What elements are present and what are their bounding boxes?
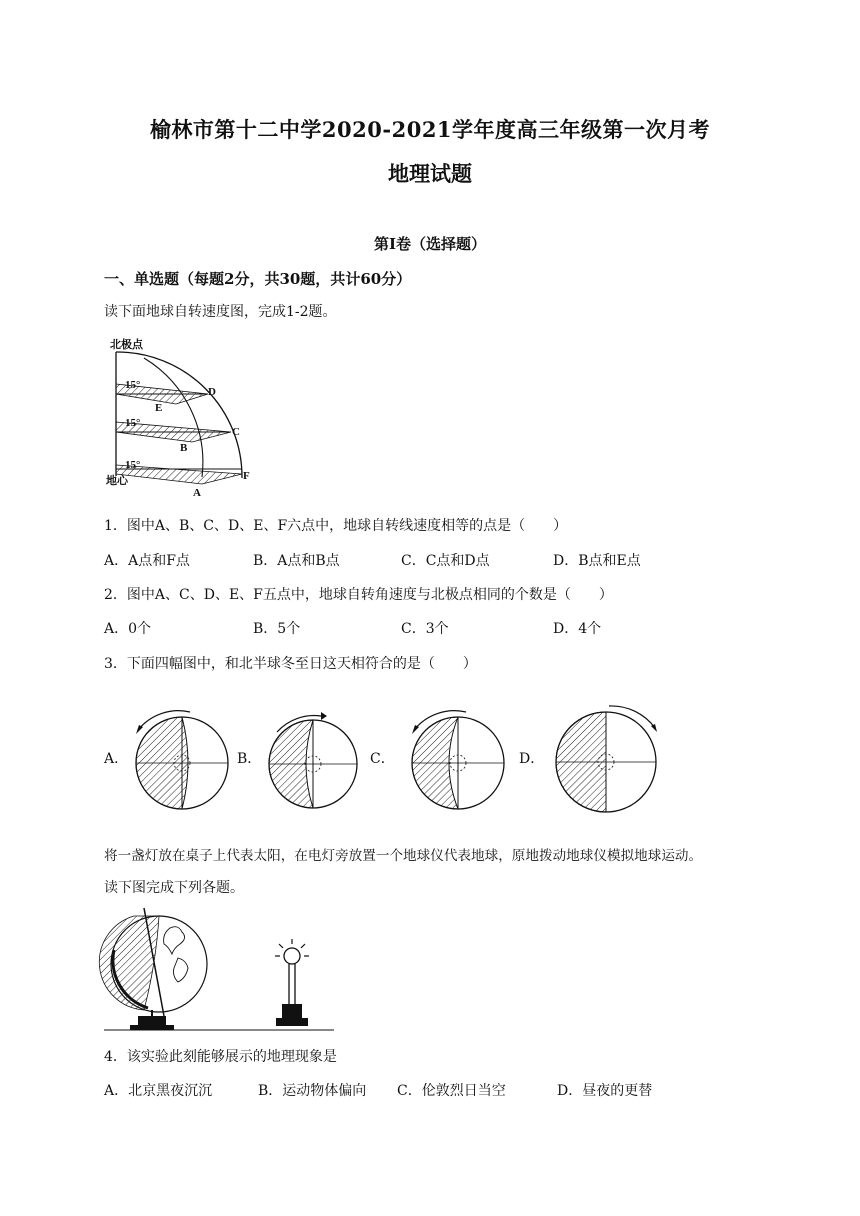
- q4-option-a: A．北京黑夜沉沉: [104, 1083, 213, 1099]
- intro-text-1: 读下面地球自转速度图，完成1-2题。: [104, 304, 337, 320]
- label-point-a: A: [193, 487, 201, 499]
- question-2-stem: 2．图中A、C、D、E、F五点中，地球自转角速度与北极点相同的个数是（ ）: [104, 587, 613, 603]
- exam-subtitle: 地理试题: [388, 161, 472, 186]
- label-point-c: C: [232, 426, 240, 438]
- question-4-stem: 4．该实验此刻能够展示的地理现象是: [104, 1049, 337, 1065]
- q3-option-c-label: C．: [370, 751, 395, 767]
- question-3-stem: 3．下面四幅图中，和北半球冬至日这天相符合的是（ ）: [104, 656, 477, 672]
- label-point-d: D: [208, 386, 216, 398]
- q4-option-b: B．运动物体偏向: [258, 1083, 367, 1099]
- part-title: 第Ⅰ卷（选择题）: [373, 235, 487, 253]
- label-earth-center: 地心: [106, 475, 128, 487]
- label-point-f: F: [243, 470, 250, 482]
- q3-option-b-label: B．: [237, 751, 262, 767]
- section-heading: 一、单选题（每题2分，共30题，共计60分）: [104, 270, 412, 288]
- q3-globe-b: [263, 712, 363, 812]
- q3-option-a-label: A．: [104, 751, 129, 767]
- label-angle-2: 15°: [125, 417, 141, 429]
- q3-globe-c: [404, 708, 509, 813]
- globe-lamp-figure: [104, 906, 334, 1036]
- q1-option-d: D．B点和E点: [553, 553, 641, 569]
- rotation-speed-figure: [104, 336, 264, 501]
- question-1-stem: 1．图中A、B、C、D、E、F六点中，地球自转线速度相等的点是（ ）: [104, 518, 568, 534]
- label-north-pole: 北极点: [110, 339, 143, 351]
- q2-option-a: A．0个: [104, 621, 152, 637]
- exam-title: 榆林市第十二中学2020-2021学年度高三年级第一次月考: [149, 117, 711, 142]
- q2-option-c: C．3个: [401, 621, 449, 637]
- label-point-e: E: [155, 402, 163, 414]
- intro-text-2: 将一盏灯放在桌子上代表太阳，在电灯旁放置一个地球仪代表地球，原地拨动地球仪模拟地球运动。: [104, 848, 703, 864]
- label-point-b: B: [180, 442, 188, 454]
- q2-option-d: D．4个: [553, 621, 602, 637]
- label-angle-1: 15°: [125, 379, 141, 391]
- q3-option-d-label: D．: [519, 751, 545, 767]
- q1-option-a: A．A点和F点: [104, 553, 190, 569]
- q2-option-b: B．5个: [253, 621, 301, 637]
- q4-option-c: C．伦敦烈日当空: [397, 1083, 506, 1099]
- q3-globe-d: [551, 700, 666, 815]
- q3-globe-a: [130, 708, 235, 813]
- intro-text-3: 读下图完成下列各题。: [104, 880, 244, 896]
- q1-option-b: B．A点和B点: [253, 553, 340, 569]
- q1-option-c: C．C点和D点: [401, 553, 490, 569]
- q4-option-d: D．昼夜的更替: [557, 1083, 653, 1099]
- label-angle-3: 15°: [125, 459, 141, 471]
